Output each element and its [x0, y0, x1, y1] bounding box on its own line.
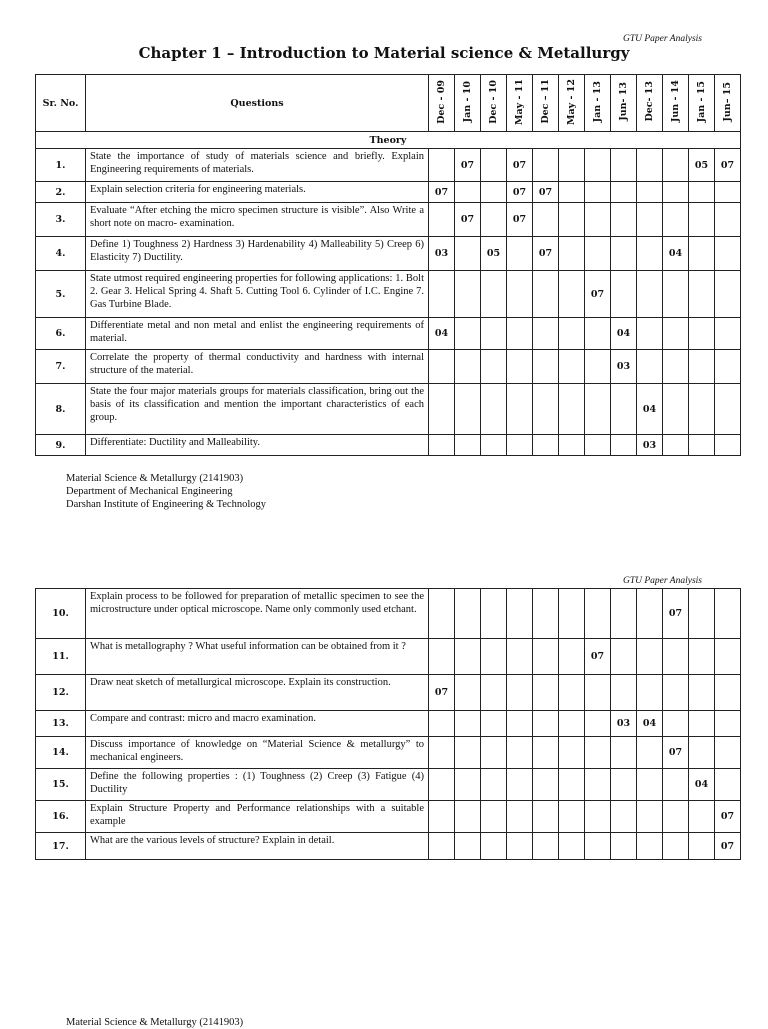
year-column-label: Dec - 10: [488, 79, 499, 124]
marks-cell: [715, 675, 741, 711]
marks-cell: 07: [507, 203, 533, 237]
marks-cell: [533, 639, 559, 675]
marks-cell: 04: [689, 769, 715, 801]
marks-cell: [455, 737, 481, 769]
marks-cell: [663, 833, 689, 860]
marks-cell: [689, 182, 715, 203]
year-column-header: [559, 75, 585, 132]
marks-cell: [715, 769, 741, 801]
marks-cell: [455, 435, 481, 456]
marks-cell: 07: [533, 237, 559, 271]
question-text: State the four major materials groups for materials classification, bring out the basis of its classification and mention the important characteristics of each group.: [86, 384, 429, 435]
marks-cell: [689, 237, 715, 271]
marks-cell: [481, 639, 507, 675]
marks-cell: [689, 318, 715, 350]
marks-cell: [559, 435, 585, 456]
marks-cell: [559, 737, 585, 769]
marks-cell: [637, 737, 663, 769]
marks-cell: 07: [429, 675, 455, 711]
year-column-label: Dec- 13: [644, 81, 655, 122]
marks-cell: [507, 833, 533, 860]
marks-cell: [715, 318, 741, 350]
marks-cell: [689, 639, 715, 675]
marks-cell: [455, 769, 481, 801]
gtu-paper-analysis-label-page-2: GTU Paper Analysis: [623, 576, 702, 586]
year-column-label: Jan - 13: [592, 80, 603, 123]
marks-cell: [663, 203, 689, 237]
marks-cell: [689, 350, 715, 384]
marks-cell: [689, 711, 715, 737]
question-text: What are the various levels of structure? Explain in detail.: [86, 833, 429, 860]
marks-cell: [689, 737, 715, 769]
marks-cell: [429, 711, 455, 737]
serial-number: 17.: [36, 833, 86, 860]
marks-cell: [429, 149, 455, 182]
table-row: [36, 435, 741, 456]
marks-cell: [611, 769, 637, 801]
page-footer: [66, 472, 266, 511]
marks-cell: [455, 237, 481, 271]
marks-cell: [611, 435, 637, 456]
table-row: [36, 801, 741, 833]
marks-cell: [585, 318, 611, 350]
marks-cell: [481, 769, 507, 801]
marks-cell: [455, 271, 481, 318]
marks-cell: [507, 237, 533, 271]
year-column-header: [429, 75, 455, 132]
marks-cell: [455, 318, 481, 350]
marks-cell: 07: [715, 801, 741, 833]
marks-cell: [481, 589, 507, 639]
year-column-header: [481, 75, 507, 132]
marks-cell: [689, 435, 715, 456]
year-column-header: [585, 75, 611, 132]
year-column-header: [689, 75, 715, 132]
year-column-header: [637, 75, 663, 132]
marks-cell: [507, 737, 533, 769]
marks-cell: 07: [663, 737, 689, 769]
marks-cell: [637, 769, 663, 801]
marks-cell: [689, 833, 715, 860]
marks-cell: [507, 769, 533, 801]
footer-course-line: Material Science & Metallurgy (2141903): [66, 473, 244, 484]
marks-cell: 07: [585, 639, 611, 675]
theory-section-label: Theory: [36, 132, 741, 149]
marks-cell: [585, 149, 611, 182]
marks-cell: [689, 384, 715, 435]
marks-cell: [585, 589, 611, 639]
marks-cell: [481, 149, 507, 182]
marks-cell: [689, 589, 715, 639]
marks-cell: [481, 203, 507, 237]
marks-cell: [585, 435, 611, 456]
marks-cell: [637, 801, 663, 833]
marks-cell: [611, 833, 637, 860]
year-column-label: Jan - 10: [462, 80, 473, 123]
question-text: Draw neat sketch of metallurgical microscope. Explain its construction.: [86, 675, 429, 711]
marks-cell: [429, 271, 455, 318]
marks-cell: [533, 271, 559, 318]
question-text: Differentiate metal and non metal and enlist the engineering requirements of material.: [86, 318, 429, 350]
marks-cell: [429, 639, 455, 675]
marks-cell: [637, 149, 663, 182]
serial-number: 7.: [36, 350, 86, 384]
footer-department-line: Department of Mechanical Engineering: [66, 486, 233, 497]
marks-cell: [585, 350, 611, 384]
marks-cell: 04: [637, 384, 663, 435]
question-table-page-2: [35, 588, 741, 860]
serial-number: 13.: [36, 711, 86, 737]
marks-cell: [429, 435, 455, 456]
marks-cell: [715, 737, 741, 769]
table-row: [36, 271, 741, 318]
marks-cell: [455, 711, 481, 737]
marks-cell: [689, 271, 715, 318]
year-column-header: [533, 75, 559, 132]
serial-number: 1.: [36, 149, 86, 182]
marks-cell: [585, 384, 611, 435]
marks-cell: [507, 350, 533, 384]
serial-number: 6.: [36, 318, 86, 350]
marks-cell: [533, 435, 559, 456]
marks-cell: [715, 589, 741, 639]
marks-cell: [585, 801, 611, 833]
marks-cell: [429, 833, 455, 860]
marks-cell: [559, 203, 585, 237]
question-text: Discuss importance of knowledge on “Material Science & metallurgy” to mechanical engineers.: [86, 737, 429, 769]
marks-cell: [481, 711, 507, 737]
marks-cell: [481, 833, 507, 860]
question-text: What is metallography ? What useful information can be obtained from it ?: [86, 639, 429, 675]
marks-cell: [611, 203, 637, 237]
marks-cell: [611, 737, 637, 769]
marks-cell: [637, 589, 663, 639]
marks-cell: 05: [689, 149, 715, 182]
marks-cell: [481, 350, 507, 384]
marks-cell: [455, 384, 481, 435]
marks-cell: [533, 833, 559, 860]
marks-cell: [663, 350, 689, 384]
year-column-label: Dec – 11: [540, 79, 551, 124]
marks-cell: 07: [455, 149, 481, 182]
gtu-paper-analysis-label: GTU Paper Analysis: [623, 34, 702, 44]
bottom-footer: Material Science & Metallurgy (2141903): [66, 1017, 244, 1028]
sr-no-header: Sr. No.: [36, 75, 86, 132]
marks-cell: [585, 711, 611, 737]
marks-cell: [559, 271, 585, 318]
marks-cell: [689, 203, 715, 237]
marks-cell: [559, 589, 585, 639]
year-column-header: [715, 75, 741, 132]
marks-cell: [429, 769, 455, 801]
serial-number: 14.: [36, 737, 86, 769]
table-header-row: [36, 75, 741, 132]
marks-cell: [533, 769, 559, 801]
marks-cell: [637, 271, 663, 318]
marks-cell: [455, 350, 481, 384]
marks-cell: [611, 237, 637, 271]
marks-cell: [559, 237, 585, 271]
marks-cell: [429, 801, 455, 833]
marks-cell: [585, 182, 611, 203]
marks-cell: [585, 737, 611, 769]
year-column-label: Dec - 09: [436, 79, 447, 124]
marks-cell: [637, 833, 663, 860]
table-row: [36, 318, 741, 350]
question-text: Explain Structure Property and Performance relationships with a suitable example: [86, 801, 429, 833]
marks-cell: [559, 350, 585, 384]
question-text: Evaluate “After etching the micro specimen structure is visible”. Also Write a short note on macro- examination.: [86, 203, 429, 237]
marks-cell: [611, 589, 637, 639]
marks-cell: 04: [429, 318, 455, 350]
marks-cell: [533, 589, 559, 639]
marks-cell: [637, 182, 663, 203]
serial-number: 3.: [36, 203, 86, 237]
year-column-label: Jun– 15: [722, 81, 733, 122]
marks-cell: [507, 639, 533, 675]
marks-cell: [663, 801, 689, 833]
marks-cell: [481, 435, 507, 456]
table-row: [36, 675, 741, 711]
marks-cell: [533, 675, 559, 711]
marks-cell: [611, 384, 637, 435]
question-text: Differentiate: Ductility and Malleability.: [86, 435, 429, 456]
marks-cell: 07: [429, 182, 455, 203]
serial-number: 9.: [36, 435, 86, 456]
marks-cell: 07: [663, 589, 689, 639]
marks-cell: [507, 675, 533, 711]
marks-cell: [663, 769, 689, 801]
table-row: [36, 237, 741, 271]
table-row: [36, 737, 741, 769]
marks-cell: [559, 833, 585, 860]
marks-cell: [663, 182, 689, 203]
serial-number: 5.: [36, 271, 86, 318]
marks-cell: [455, 833, 481, 860]
marks-cell: [585, 833, 611, 860]
marks-cell: [559, 318, 585, 350]
marks-cell: [637, 675, 663, 711]
marks-cell: [533, 149, 559, 182]
year-column-label: Jan - 15: [696, 80, 707, 123]
marks-cell: [455, 589, 481, 639]
marks-cell: [507, 589, 533, 639]
year-column-label: Jun- 13: [618, 82, 629, 121]
year-column-header: [611, 75, 637, 132]
year-column-label: Jun - 14: [670, 80, 681, 123]
table-row: [36, 711, 741, 737]
marks-cell: [715, 435, 741, 456]
marks-cell: [481, 675, 507, 711]
marks-cell: [611, 639, 637, 675]
table-row: [36, 769, 741, 801]
marks-cell: [715, 182, 741, 203]
table-row: [36, 149, 741, 182]
marks-cell: [663, 384, 689, 435]
serial-number: 2.: [36, 182, 86, 203]
marks-cell: [559, 675, 585, 711]
year-column-label: May - 12: [566, 78, 577, 125]
marks-cell: 03: [429, 237, 455, 271]
marks-cell: [481, 318, 507, 350]
marks-cell: [429, 350, 455, 384]
marks-cell: 04: [663, 237, 689, 271]
marks-cell: [455, 182, 481, 203]
marks-cell: [533, 384, 559, 435]
marks-cell: [533, 737, 559, 769]
marks-cell: [585, 675, 611, 711]
marks-cell: [507, 711, 533, 737]
marks-cell: 04: [637, 711, 663, 737]
question-text: Explain process to be followed for preparation of metallic specimen to see the microstructure under optical microscope. Name only commonly used etchant.: [86, 589, 429, 639]
marks-cell: [533, 801, 559, 833]
marks-cell: [611, 801, 637, 833]
marks-cell: 07: [585, 271, 611, 318]
marks-cell: [715, 271, 741, 318]
marks-cell: [715, 237, 741, 271]
question-text: Correlate the property of thermal conductivity and hardness with internal structure of the material.: [86, 350, 429, 384]
marks-cell: [663, 435, 689, 456]
marks-cell: [481, 801, 507, 833]
footer-institute-line: Darshan Institute of Engineering & Technology: [66, 499, 266, 510]
marks-cell: [507, 384, 533, 435]
marks-cell: 07: [455, 203, 481, 237]
year-column-label: May - 11: [514, 78, 525, 125]
marks-cell: 03: [637, 435, 663, 456]
marks-cell: [637, 318, 663, 350]
marks-cell: [611, 271, 637, 318]
table-row: [36, 384, 741, 435]
marks-cell: [715, 350, 741, 384]
marks-cell: [559, 769, 585, 801]
marks-cell: [663, 318, 689, 350]
question-text: Define 1) Toughness 2) Hardness 3) Hardenability 4) Malleability 5) Creep 6) Elasticity 7) Ductility.: [86, 237, 429, 271]
questions-header: Questions: [86, 75, 429, 132]
marks-cell: [507, 435, 533, 456]
marks-cell: [637, 237, 663, 271]
marks-cell: [689, 801, 715, 833]
table-row: [36, 350, 741, 384]
marks-cell: 07: [507, 149, 533, 182]
marks-cell: [663, 639, 689, 675]
marks-cell: [559, 384, 585, 435]
marks-cell: [507, 801, 533, 833]
marks-cell: [429, 737, 455, 769]
table-row: [36, 589, 741, 639]
marks-cell: [481, 384, 507, 435]
table-row: [36, 203, 741, 237]
marks-cell: [663, 675, 689, 711]
table-row: [36, 182, 741, 203]
year-column-header: [663, 75, 689, 132]
marks-cell: [663, 271, 689, 318]
marks-cell: 04: [611, 318, 637, 350]
marks-cell: [481, 182, 507, 203]
marks-cell: [611, 182, 637, 203]
marks-cell: [559, 801, 585, 833]
serial-number: 10.: [36, 589, 86, 639]
serial-number: 15.: [36, 769, 86, 801]
serial-number: 12.: [36, 675, 86, 711]
marks-cell: [481, 737, 507, 769]
question-text: State utmost required engineering properties for following applications: 1. Bolt 2. Gear 3. Helical Spring 4. Shaft 5. Cutting Tool 6. Cylinder of I.C. Engine 7. Gas Turbine Blade.: [86, 271, 429, 318]
marks-cell: [689, 675, 715, 711]
marks-cell: 07: [507, 182, 533, 203]
marks-cell: [559, 182, 585, 203]
marks-cell: [559, 711, 585, 737]
section-row: [36, 132, 741, 149]
serial-number: 16.: [36, 801, 86, 833]
question-text: State the importance of study of materials science and briefly. Explain Engineering requirements of materials.: [86, 149, 429, 182]
marks-cell: [715, 711, 741, 737]
serial-number: 4.: [36, 237, 86, 271]
marks-cell: 05: [481, 237, 507, 271]
marks-cell: [533, 203, 559, 237]
marks-cell: 07: [715, 149, 741, 182]
serial-number: 8.: [36, 384, 86, 435]
page-title: Chapter 1 – Introduction to Material science & Metallurgy: [138, 44, 630, 62]
marks-cell: 03: [611, 711, 637, 737]
marks-cell: [429, 384, 455, 435]
year-column-header: [507, 75, 533, 132]
marks-cell: [559, 639, 585, 675]
marks-cell: [533, 318, 559, 350]
marks-cell: [663, 149, 689, 182]
marks-cell: [455, 639, 481, 675]
marks-cell: [455, 801, 481, 833]
marks-cell: [429, 203, 455, 237]
marks-cell: [715, 384, 741, 435]
marks-cell: [611, 675, 637, 711]
marks-cell: [637, 203, 663, 237]
marks-cell: [533, 350, 559, 384]
marks-cell: 03: [611, 350, 637, 384]
marks-cell: [715, 203, 741, 237]
marks-cell: [637, 350, 663, 384]
marks-cell: [585, 203, 611, 237]
marks-cell: 07: [533, 182, 559, 203]
question-text: Compare and contrast: micro and macro examination.: [86, 711, 429, 737]
marks-cell: [611, 149, 637, 182]
marks-cell: [507, 271, 533, 318]
table-row: [36, 639, 741, 675]
table-row: [36, 833, 741, 860]
marks-cell: [663, 711, 689, 737]
marks-cell: [559, 149, 585, 182]
marks-cell: [507, 318, 533, 350]
question-table-page-1: [35, 74, 741, 456]
marks-cell: [585, 237, 611, 271]
marks-cell: [715, 639, 741, 675]
year-column-header: [455, 75, 481, 132]
marks-cell: [637, 639, 663, 675]
question-text: Define the following properties : (1) Toughness (2) Creep (3) Fatigue (4) Ductility: [86, 769, 429, 801]
marks-cell: [455, 675, 481, 711]
question-text: Explain selection criteria for engineering materials.: [86, 182, 429, 203]
serial-number: 11.: [36, 639, 86, 675]
marks-cell: [429, 589, 455, 639]
marks-cell: [481, 271, 507, 318]
marks-cell: [533, 711, 559, 737]
marks-cell: [585, 769, 611, 801]
marks-cell: 07: [715, 833, 741, 860]
